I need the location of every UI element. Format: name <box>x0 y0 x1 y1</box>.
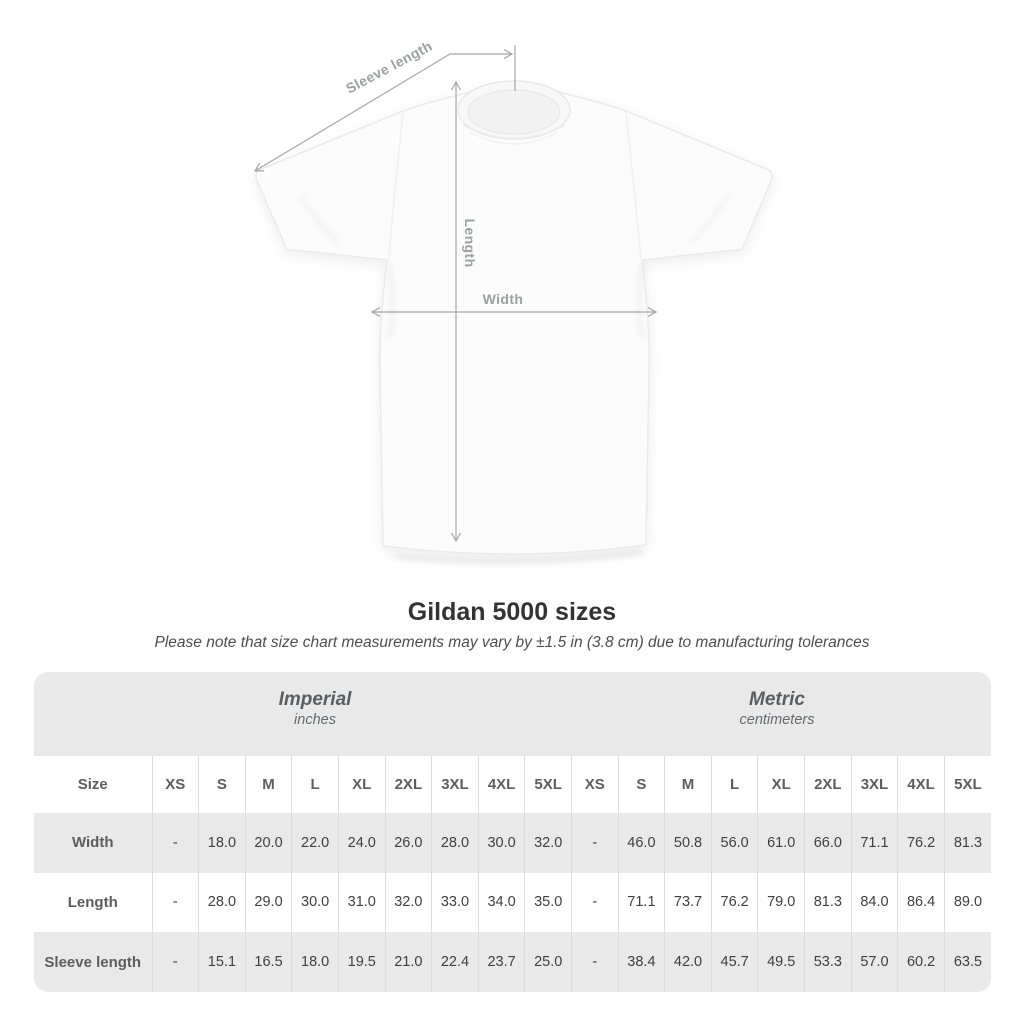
table-cell: 16.5 <box>245 932 292 992</box>
unit-group-row <box>34 672 991 756</box>
table-cell: 18.0 <box>292 932 339 992</box>
table-cell: 20.0 <box>245 813 292 873</box>
imperial-group-unit: inches <box>294 712 336 728</box>
table-cell: 21.0 <box>385 932 432 992</box>
table-cell: 30.0 <box>478 813 525 873</box>
imperial-group-name: Imperial <box>278 689 352 710</box>
size-header-imperial-xs: XS <box>152 756 199 813</box>
table-cell: 84.0 <box>851 873 898 933</box>
size-header-imperial-s: S <box>199 756 246 813</box>
metric-group-name: Metric <box>749 689 805 710</box>
table-cell: 19.5 <box>338 932 385 992</box>
table-cell: 42.0 <box>665 932 712 992</box>
table-cell: 35.0 <box>525 873 572 933</box>
table-cell: 76.2 <box>711 873 758 933</box>
size-table <box>34 672 991 992</box>
table-cell: 89.0 <box>944 873 991 933</box>
table-cell: 49.5 <box>758 932 805 992</box>
table-cell: 22.0 <box>292 813 339 873</box>
table-cell: 38.4 <box>618 932 665 992</box>
table-cell: 34.0 <box>478 873 525 933</box>
table-cell: 76.2 <box>898 813 945 873</box>
table-cell: - <box>152 813 199 873</box>
size-header-metric-xl: XL <box>758 756 805 813</box>
table-row-length <box>34 873 991 933</box>
size-header-metric-xs: XS <box>571 756 618 813</box>
table-cell: 79.0 <box>758 873 805 933</box>
table-cell: - <box>152 932 199 992</box>
table-row-sleeve-length <box>34 932 991 992</box>
row-label-length: Length <box>67 893 118 911</box>
size-header-metric-m: M <box>665 756 712 813</box>
table-cell: 57.0 <box>851 932 898 992</box>
table-cell: - <box>571 873 618 933</box>
size-header-imperial-4xl: 4XL <box>478 756 525 813</box>
table-cell: - <box>571 813 618 873</box>
size-table-body <box>34 813 991 992</box>
table-cell: 18.0 <box>199 813 246 873</box>
table-cell: 33.0 <box>432 873 479 933</box>
table-cell: 25.0 <box>525 932 572 992</box>
table-cell: 32.0 <box>385 873 432 933</box>
table-cell: 63.5 <box>944 932 991 992</box>
table-cell: - <box>152 873 199 933</box>
table-cell: 81.3 <box>944 813 991 873</box>
tshirt-silhouette <box>256 87 772 555</box>
table-cell: 24.0 <box>338 813 385 873</box>
size-header-metric-3xl: 3XL <box>851 756 898 813</box>
table-cell: 29.0 <box>245 873 292 933</box>
size-header-metric-s: S <box>618 756 665 813</box>
table-cell: 50.8 <box>665 813 712 873</box>
size-header-metric-5xl: 5XL <box>944 756 991 813</box>
collar <box>458 81 570 144</box>
table-cell: 32.0 <box>525 813 572 873</box>
size-header-metric-2xl: 2XL <box>805 756 852 813</box>
table-cell: 71.1 <box>618 873 665 933</box>
table-cell: 15.1 <box>199 932 246 992</box>
table-cell: - <box>571 932 618 992</box>
column-header-row <box>34 756 991 813</box>
table-row-width <box>34 813 991 873</box>
table-cell: 61.0 <box>758 813 805 873</box>
size-header-imperial-5xl: 5XL <box>525 756 572 813</box>
length-label: Length <box>462 218 478 268</box>
size-header-imperial-3xl: 3XL <box>432 756 479 813</box>
size-column-header: Size <box>77 776 108 793</box>
table-cell: 73.7 <box>665 873 712 933</box>
row-label-sleeve-length: Sleeve length <box>34 932 152 992</box>
table-cell: 53.3 <box>805 932 852 992</box>
row-label-width: Width <box>34 813 152 873</box>
table-cell: 86.4 <box>898 873 945 933</box>
unit-group-band <box>34 672 991 756</box>
sleeve-length-label: Sleeve length <box>343 37 435 97</box>
table-cell: 66.0 <box>805 813 852 873</box>
table-cell: 26.0 <box>385 813 432 873</box>
size-header-metric-l: L <box>711 756 758 813</box>
width-label: Width <box>482 291 524 307</box>
table-cell: 28.0 <box>432 813 479 873</box>
table-cell: 28.0 <box>199 873 246 933</box>
size-header-imperial-m: M <box>245 756 292 813</box>
table-cell: 71.1 <box>851 813 898 873</box>
table-cell: 46.0 <box>618 813 665 873</box>
table-cell: 45.7 <box>711 932 758 992</box>
table-cell: 31.0 <box>338 873 385 933</box>
table-cell: 22.4 <box>432 932 479 992</box>
size-header-imperial-xl: XL <box>338 756 385 813</box>
table-cell: 60.2 <box>898 932 945 992</box>
table-cell: 23.7 <box>478 932 525 992</box>
page-title: Gildan 5000 sizes <box>407 598 617 626</box>
size-header-metric-4xl: 4XL <box>898 756 945 813</box>
size-header-imperial-2xl: 2XL <box>385 756 432 813</box>
table-cell: 56.0 <box>711 813 758 873</box>
table-cell: 81.3 <box>805 873 852 933</box>
tolerance-note: Please note that size chart measurements may vary by ±1.5 in (3.8 cm) due to manufacturing tolerances <box>154 634 870 651</box>
table-cell: 30.0 <box>292 873 339 933</box>
metric-group-unit: centimeters <box>739 712 815 728</box>
size-header-imperial-l: L <box>292 756 339 813</box>
